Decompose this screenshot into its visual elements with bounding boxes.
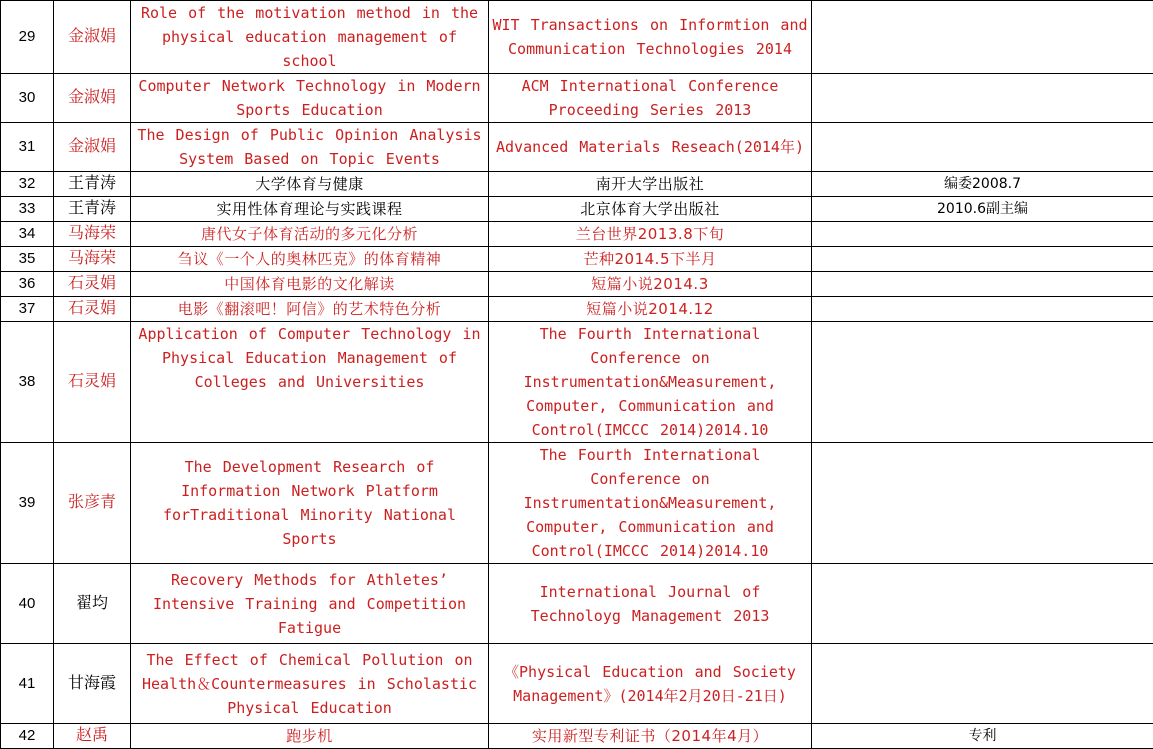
paper-title: 唐代女子体育活动的多元化分析	[131, 222, 489, 247]
table-row	[1, 322, 1153, 443]
publication: 南开大学出版社	[489, 172, 812, 197]
publication: WIT Transactions on Informtion and Communication Technologies 2014	[489, 1, 812, 74]
note: 2010.6副主编	[812, 197, 1153, 222]
publication: International Journal of Technoloyg Management 2013	[489, 564, 812, 644]
publication: 短篇小说2014.12	[489, 297, 812, 322]
note	[812, 443, 1153, 564]
row-number: 41	[1, 644, 54, 724]
paper-title: The Effect of Chemical Pollution on Health＆Countermeasures in Scholastic Physical Education	[131, 644, 489, 724]
paper-title: 刍议《一个人的奥林匹克》的体育精神	[131, 247, 489, 272]
author-name: 石灵娟	[54, 297, 131, 322]
publication: 实用新型专利证书（2014年4月）	[489, 724, 812, 749]
row-number: 40	[1, 564, 54, 644]
table-row	[1, 123, 1153, 172]
author-name: 马海荣	[54, 222, 131, 247]
table-row	[1, 272, 1153, 297]
paper-title: The Development Research of Information Network Platform forTraditional Minority National Sports	[131, 443, 489, 564]
table-row	[1, 197, 1153, 222]
author-name: 金淑娟	[54, 1, 131, 74]
publication: The Fourth International Conference on Instrumentation&Measurement, Computer, Communication and Control(IMCCC 2014)2014.10	[489, 322, 812, 443]
author-name: 石灵娟	[54, 322, 131, 443]
table-row	[1, 1, 1153, 74]
note	[812, 297, 1153, 322]
paper-title: 跑步机	[131, 724, 489, 749]
row-number: 31	[1, 123, 54, 172]
paper-title: 电影《翻滚吧！阿信》的艺术特色分析	[131, 297, 489, 322]
row-number: 39	[1, 443, 54, 564]
author-name: 赵禹	[54, 724, 131, 749]
author-name: 王青涛	[54, 172, 131, 197]
author-name: 甘海霞	[54, 644, 131, 724]
paper-title: The Design of Public Opinion Analysis System Based on Topic Events	[131, 123, 489, 172]
note	[812, 247, 1153, 272]
table-row	[1, 74, 1153, 123]
note	[812, 1, 1153, 74]
row-number: 33	[1, 197, 54, 222]
author-name: 石灵娟	[54, 272, 131, 297]
row-number: 29	[1, 1, 54, 74]
publication: Advanced Materials Reseach(2014年)	[489, 123, 812, 172]
note: 编委2008.7	[812, 172, 1153, 197]
paper-title: Application of Computer Technology in Physical Education Management of Colleges and Universities	[131, 322, 489, 443]
row-number: 37	[1, 297, 54, 322]
publication: 北京体育大学出版社	[489, 197, 812, 222]
author-name: 张彦青	[54, 443, 131, 564]
author-name: 王青涛	[54, 197, 131, 222]
table-row	[1, 297, 1153, 322]
table-row	[1, 564, 1153, 644]
publication: ACM International Conference Proceeding Series 2013	[489, 74, 812, 123]
paper-title: Computer Network Technology in Modern Sports Education	[131, 74, 489, 123]
author-name: 马海荣	[54, 247, 131, 272]
row-number: 32	[1, 172, 54, 197]
note	[812, 644, 1153, 724]
note	[812, 322, 1153, 443]
author-name: 金淑娟	[54, 74, 131, 123]
author-name: 金淑娟	[54, 123, 131, 172]
note	[812, 564, 1153, 644]
paper-title: 实用性体育理论与实践课程	[131, 197, 489, 222]
table-row	[1, 222, 1153, 247]
paper-title: 中国体育电影的文化解读	[131, 272, 489, 297]
note: 专利	[812, 724, 1153, 749]
publication: 兰台世界2013.8下旬	[489, 222, 812, 247]
row-number: 38	[1, 322, 54, 443]
table-row	[1, 172, 1153, 197]
row-number: 42	[1, 724, 54, 749]
table-row	[1, 644, 1153, 724]
row-number: 35	[1, 247, 54, 272]
note	[812, 74, 1153, 123]
row-number: 30	[1, 74, 54, 123]
table-row	[1, 443, 1153, 564]
row-number: 36	[1, 272, 54, 297]
table-row	[1, 724, 1153, 749]
note	[812, 272, 1153, 297]
paper-title: Role of the motivation method in the physical education management of school	[131, 1, 489, 74]
author-name: 翟均	[54, 564, 131, 644]
row-number: 34	[1, 222, 54, 247]
table-row	[1, 247, 1153, 272]
paper-title: 大学体育与健康	[131, 172, 489, 197]
publication: 芒种2014.5下半月	[489, 247, 812, 272]
publication: 《Physical Education and Society Management》(2014年2月20日-21日)	[489, 644, 812, 724]
note	[812, 222, 1153, 247]
note	[812, 123, 1153, 172]
publication: The Fourth International Conference on Instrumentation&Measurement, Computer, Communication and Control(IMCCC 2014)2014.10	[489, 443, 812, 564]
publication: 短篇小说2014.3	[489, 272, 812, 297]
paper-title: Recovery Methods for Athletes’ Intensive Training and Competition Fatigue	[131, 564, 489, 644]
